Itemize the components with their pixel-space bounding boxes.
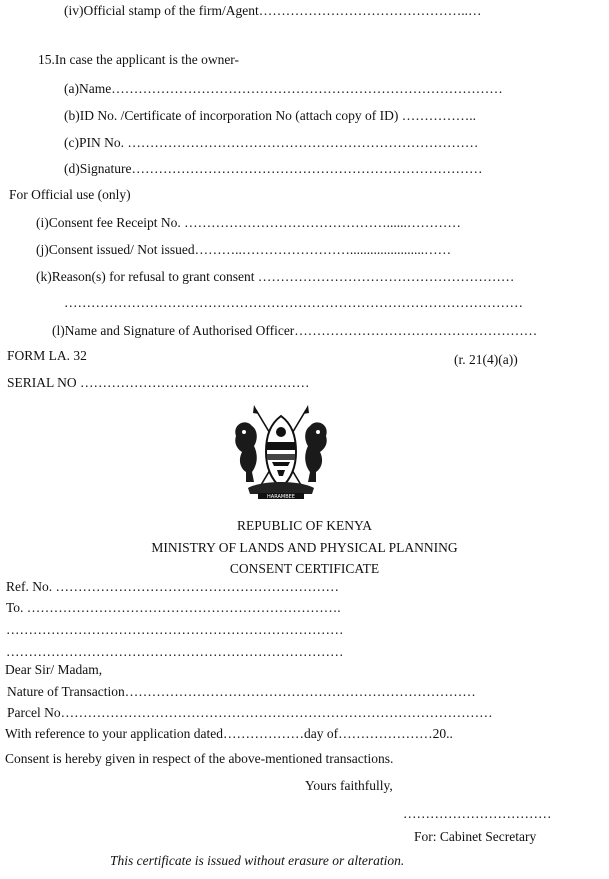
form-rule-reference: (r. 21(4)(a)) <box>454 352 518 367</box>
owner-section-heading: 15.In case the applicant is the owner- <box>38 52 240 67</box>
owner-signature-field: (d)Signature…………………………………………………………………… <box>64 161 483 176</box>
authorised-officer-field: (l)Name and Signature of Authorised Officer……………………………………………… <box>52 323 538 338</box>
nature-of-transaction-field: Nature of Transaction…………………………………………………………………… <box>7 684 476 699</box>
consent-issued-field: (j)Consent issued/ Not issued………..……………………......................…… <box>36 242 452 257</box>
signature-line: …………………………… <box>403 806 552 821</box>
certificate-ministry-heading: MINISTRY OF LANDS AND PHYSICAL PLANNING <box>151 540 458 555</box>
closing-line: Yours faithfully, <box>305 778 393 793</box>
owner-name-field: (a)Name…………………………………………………………………………… <box>64 81 503 96</box>
certificate-footer-note: This certificate is issued without erasure or alteration. <box>110 853 405 868</box>
reference-number-field: Ref. No. ……………………………………………………… <box>6 579 339 594</box>
emblem-motto: HARAMBEE <box>267 494 295 500</box>
owner-id-field: (b)ID No. /Certificate of incorporation No (attach copy of ID) …………….. <box>64 108 477 123</box>
certificate-country-heading: REPUBLIC OF KENYA <box>236 518 372 533</box>
signatory-title: For: Cabinet Secretary <box>414 829 537 844</box>
kenya-coat-of-arms-icon <box>228 402 334 502</box>
owner-pin-field: (c)PIN No. …………………………………………………………………… <box>64 135 479 150</box>
stamp-field-line: (iv)Official stamp of the firm/Agent………………………………………..… <box>64 3 482 18</box>
serial-number-field: SERIAL NO …………………………………………… <box>7 375 310 390</box>
salutation: Dear Sir/ Madam, <box>5 662 103 677</box>
certificate-title: CONSENT CERTIFICATE <box>229 561 380 576</box>
consent-fee-receipt-field: (i)Consent fee Receipt No. ………………………………………......………… <box>36 215 461 230</box>
recipient-field: To. ……………………………………………………………. <box>6 600 341 615</box>
official-use-heading: For Official use (only) <box>9 187 131 202</box>
address-line-1: ………………………………………………………………… <box>6 622 344 637</box>
refusal-reason-continuation: ………………………………………………………………………………………… <box>64 295 523 310</box>
application-reference-line: With reference to your application dated………………day of…………………20.. <box>5 726 453 741</box>
form-number: FORM LA. 32 <box>7 348 87 363</box>
consent-statement: Consent is hereby given in respect of the above-mentioned transactions. <box>5 751 394 766</box>
address-line-2: ………………………………………………………………… <box>6 644 344 659</box>
refusal-reason-field: (k)Reason(s) for refusal to grant consent ………………………………………………… <box>36 269 515 284</box>
parcel-number-field: Parcel No…………………………………………………………………………………… <box>7 705 493 720</box>
